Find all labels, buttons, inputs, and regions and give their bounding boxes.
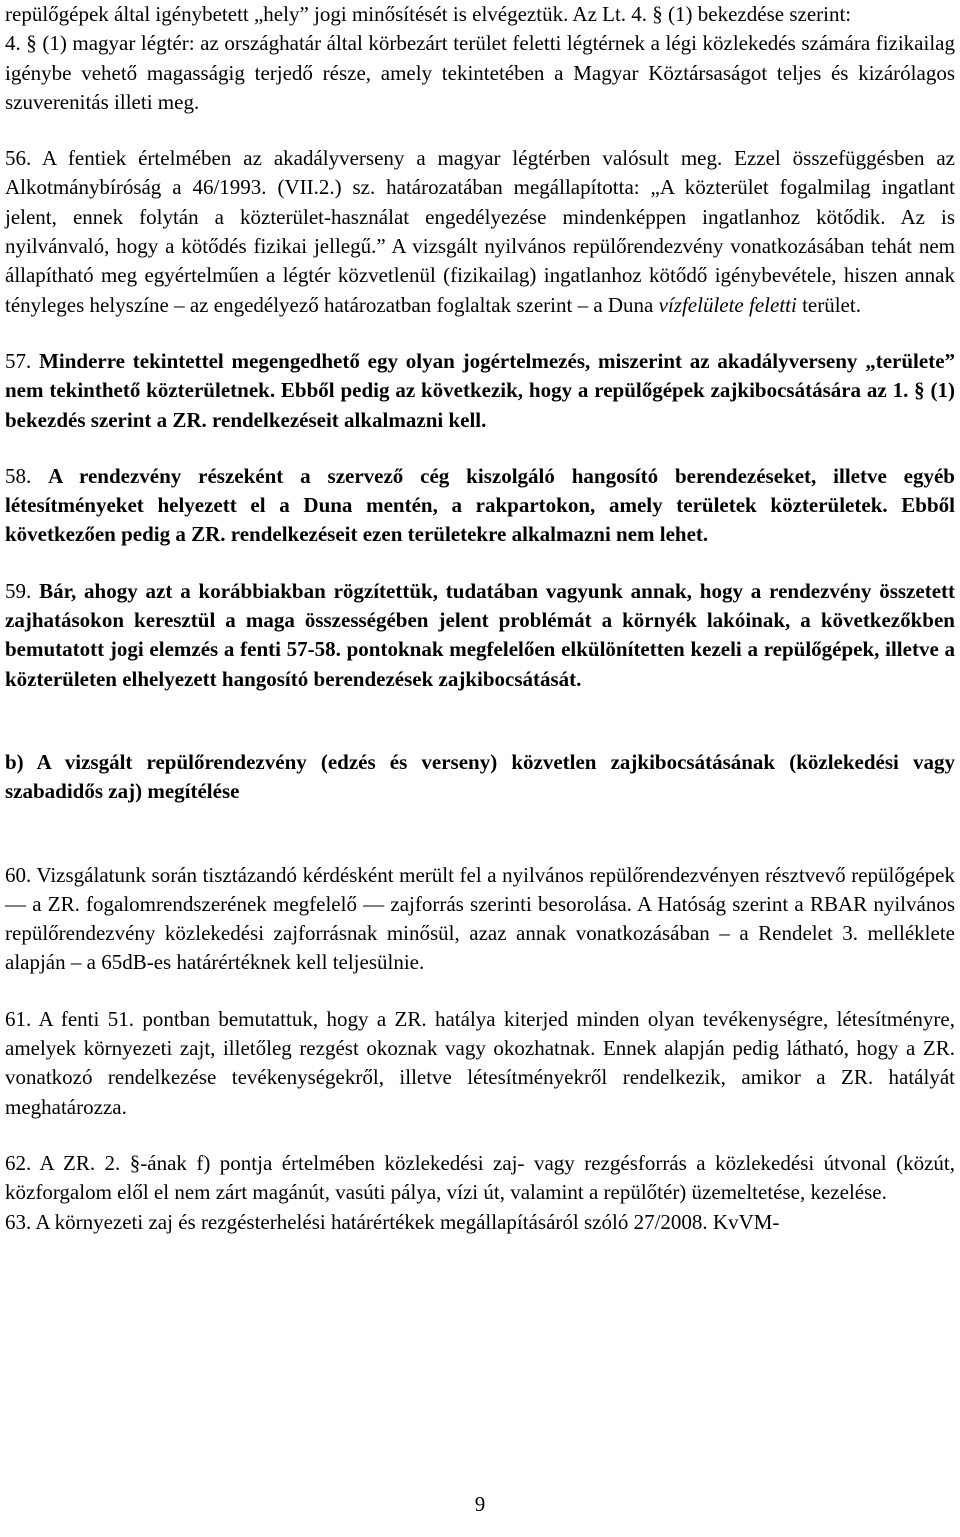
paragraph-61: 61. A fenti 51. pontban bemutattuk, hogy a ZR. hatálya kiterjed minden olyan tevékenységre, létesítményre, amelyek környezeti zajt, illetőleg rezgést okoznak vagy okozhatnak. Ennek alapján pedig látható, hogy a ZR. vonatkozó rendelkezése tevékenységekről, illetve létesítményekről rendelkezik, amikor a ZR. hatályát meghatározza. xyxy=(5,1006,955,1119)
intro-paragraph: repülőgépek által igénybetett „hely” jogi minősítését is elvégeztük. Az Lt. 4. § (1) bekezdése szerint: xyxy=(5,2,852,26)
paragraph-62: 62. A ZR. 2. §-ának f) pontja értelmében közlekedési zaj- vagy rezgésforrás a közlekedési útvonal (közút, közforgalom elől el nem zárt magánút, vasúti pálya, vízi út, valamint a repülőtér) üzemeltetése, kezelése. xyxy=(5,1150,955,1205)
paragraph-57-text: Minderre tekintettel megengedhető egy olyan jogértelmezés, miszerint az akadályverseny „területe” nem tekinthető közterületnek. Ebből pedig az következik, hogy a repülőgépek zajkibocsátására az 1. § (1) bekezdés szerint a ZR. rendelkezéseit alkalmazni kell. xyxy=(5,348,956,432)
document-page xyxy=(5,0,955,1237)
paragraph-59-number: 59. xyxy=(5,578,40,603)
paragraph-58-number: 58. xyxy=(5,463,49,488)
paragraph-57 xyxy=(5,347,955,435)
paragraph-63: 63. A környezeti zaj és rezgésterhelési határértékek megállapításáról szóló 27/2008. KvVM- xyxy=(5,1209,780,1234)
law-quote-paragraph: 4. § (1) magyar légtér: az országhatár által körbezárt terület feletti légtérnek a légi közlekedés számára fizikailag igénybe vehető magasságig terjedő része, amely tekintetében a Magyar Köztársaságot teljes és kizárólagos szuverenitás illeti meg. xyxy=(5,31,955,114)
paragraph-57-number: 57. xyxy=(5,348,40,373)
paragraph-59 xyxy=(5,577,955,694)
paragraph-56-italic: vízfelülete feletti xyxy=(658,292,797,317)
paragraph-56-end: terület. xyxy=(796,292,861,317)
page-number: 9 xyxy=(474,1492,486,1516)
paragraph-56 xyxy=(5,144,955,320)
paragraph-58 xyxy=(5,462,955,550)
paragraph-56-text: 56. A fentiek értelmében az akadályverseny a magyar légtérben valósult meg. Ezzel összefüggésben az Alkotmánybíróság a 46/1993. (VII.2.) sz. határozatában megállapította: „A közterület fogalmilag ingatlant jelent, ennek folytán a közterület-használat engedélyezése mindenképpen ingatlanhoz kötődik. Az is nyilvánvaló, hogy a kötődés fizikai jellegű.” A vizsgált nyilvános repülőrendezvény vonatkozásában tehát nem állapítható meg egyértelműen a légtér közvetlenül (fizikailag) ingatlanhoz kötődő igénybevétele, hiszen annak tényleges helyszíne – az engedélyező határozatban foglaltak szerint – a Duna xyxy=(5,146,955,317)
section-heading-b: b) A vizsgált repülőrendezvény (edzés és verseny) közvetlen zajkibocsátásának (közlekedési vagy szabadidős zaj) megítélése xyxy=(5,749,955,804)
paragraph-59-text: Bár, ahogy azt a korábbiakban rögzítettük, tudatában vagyunk annak, hogy a rendezvény összetett zajhatásokon keresztül a maga összességében jelent problémát a környék lakóinak, a következőkben bemutatott jogi elemzés a fenti 57-58. pontoknak megfelelően elkülönítetten kezeli a repülőgépek, illetve a közterületen elhelyezett hangosító berendezések zajkibocsátását. xyxy=(5,578,956,691)
paragraph-60: 60. Vizsgálatunk során tisztázandó kérdésként merült fel a nyilvános repülőrendezvényen résztvevő repülőgépek — a ZR. fogalomrendszerének megfelelő — zajforrás szerinti besorolása. A Hatóság szerint a RBAR nyilvános repülőrendezvény közlekedési zajforrásnak minősül, azaz annak vonatkozásában – a Rendelet 3. melléklete alapján – a 65dB-es határértéknek kell teljesülnie. xyxy=(5,862,955,975)
paragraph-58-text: A rendezvény részeként a szervező cég kiszolgáló hangosító berendezéseket, illetve egyéb létesítményeket helyezett el a Duna mentén, a rakpartokon, amely területek közterületek. Ebből következően pedig a ZR. rendelkezéseit ezen területekre alkalmazni nem lehet. xyxy=(5,463,955,547)
